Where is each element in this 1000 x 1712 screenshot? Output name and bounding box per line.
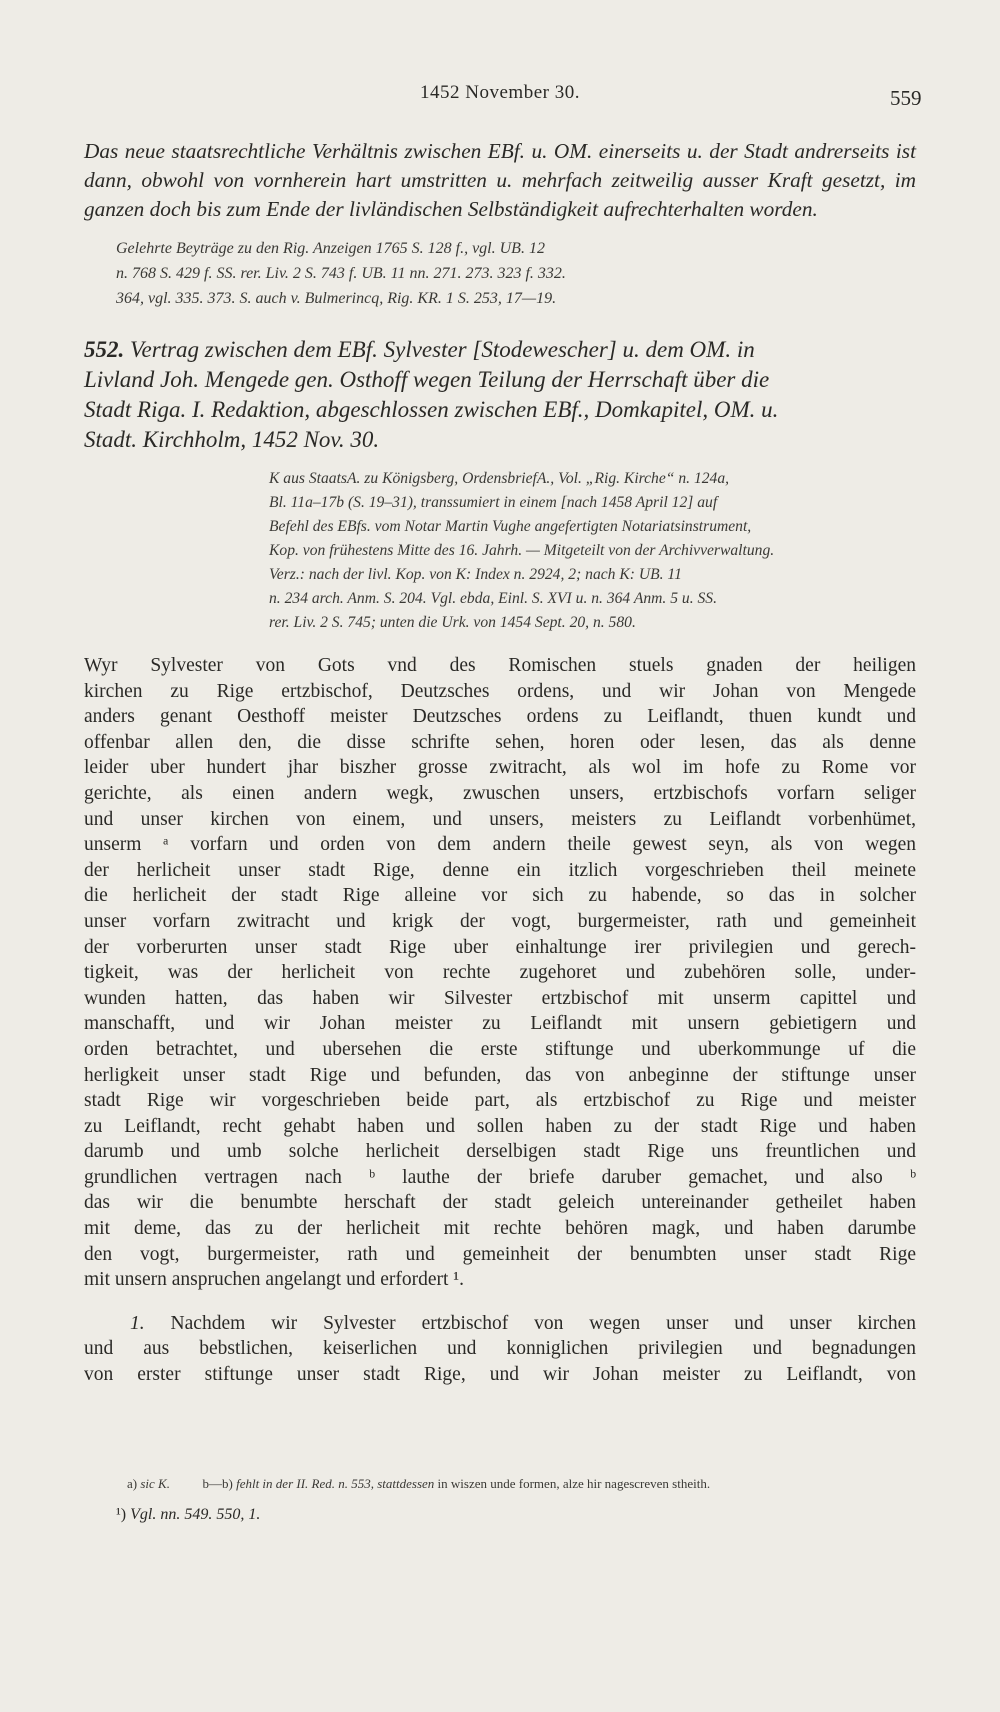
text-line: mit unsern anspruchen angelangt und erfordert ¹. xyxy=(84,1269,465,1291)
text-line: mit deme, das zu der herlicheit mit rechte behören magk, und haben darumbe xyxy=(84,1218,916,1240)
footnote-text: Vgl. nn. 549. 550, 1. xyxy=(130,1506,261,1523)
source-line: rer. Liv. 2 S. 745; unten die Urk. von 1454 Sept. 20, n. 580. xyxy=(269,614,636,631)
source-line: n. 768 S. 429 f. SS. rer. Liv. 2 S. 743 f. UB. 11 nn. 271. 273. 323 f. 332. xyxy=(116,265,566,282)
source-line: n. 234 arch. Anm. S. 204. Vgl. ebda, Einl. S. XVI u. n. 364 Anm. 5 u. SS. xyxy=(269,590,718,607)
text-line: stadt Rige wir vorgeschrieben beide part, als ertzbischof zu Rige und meister xyxy=(84,1090,916,1112)
section-1 xyxy=(84,1311,916,1388)
source-line: Gelehrte Beyträge zu den Rig. Anzeigen 1765 S. 128 f., vgl. UB. 12 xyxy=(116,240,545,257)
text-line: offenbar allen den, die disse schrifte sehen, horen oder lesen, das als denne xyxy=(84,731,916,753)
text-line: der herlicheit unser stadt Rige, denne ein itzlich vorgeschrieben theil meinete xyxy=(84,859,916,881)
document-heading xyxy=(84,335,916,455)
text-line: zu Leiflandt, recht gehabt haben und sollen haben zu der stadt Rige und haben xyxy=(84,1115,916,1137)
footnote-mark: ¹) xyxy=(116,1506,127,1523)
text-line: unserm ᵃ vorfarn und orden von dem andern theile gewest seyn, als von wegen xyxy=(84,834,916,856)
text-line: manschafft, und wir Johan meister zu Leiflandt mit unsern gebietigern und xyxy=(84,1013,916,1035)
text-line: den vogt, burgermeister, rath und gemeinheit der benumbten unser stadt Rige xyxy=(84,1243,916,1265)
note-b-quote: in wiszen unde formen, alze hir nagescreven stheith. xyxy=(437,1476,711,1491)
text-line: kirchen zu Rige ertzbischof, Deutzsches ordens, und wir Johan von Mengede xyxy=(84,680,916,702)
note-a-text: sic K. xyxy=(140,1476,170,1491)
page-number: 559 xyxy=(890,86,922,110)
text-line: grundlichen vertragen nach ᵇ lauthe der briefe daruber gemachet, und also ᵇ xyxy=(84,1166,916,1188)
text-line: Wyr Sylvester von Gots vnd des Romischen stuels gnaden der heiligen xyxy=(84,655,916,676)
note-b-text: fehlt in der II. Red. n. 553, stattdessen xyxy=(236,1476,435,1491)
main-content xyxy=(84,137,916,1388)
text-line: und unser kirchen von einem, und unsers, meisters zu Leiflandt vorbenhümet, xyxy=(84,808,916,830)
text-line: darumb und umb solche herlicheit derselbigen stadt Rige uns freuntlichen und xyxy=(84,1141,916,1163)
document-number: 552. xyxy=(84,337,125,362)
textual-notes xyxy=(127,1476,710,1492)
text-line: die herlicheit der stadt Rige alleine vor sich zu habende, so das in solcher xyxy=(84,885,916,907)
text-line: unser vorfarn zwitracht und krigk der vogt, burgermeister, rath und gemeinheit xyxy=(84,910,916,932)
text-line: wunden hatten, das haben wir Silvester ertzbischof mit unserm capittel und xyxy=(84,987,916,1009)
note-a-mark: a) xyxy=(127,1476,138,1491)
text-line: herligkeit unser stadt Rige und befunden, das von anbeginne der stiftunge unser xyxy=(84,1064,916,1086)
source-line: Befehl des EBfs. vom Notar Martin Vughe angefertigten Notariatsinstrument, xyxy=(269,518,752,535)
text-line: der vorberurten unser stadt Rige uber einhaltunge irer privilegien und gerech- xyxy=(84,936,916,958)
heading-line: 552. Vertrag zwischen dem EBf. Sylvester [Stodewescher] u. dem OM. in xyxy=(84,337,755,362)
source-line: Verz.: nach der livl. Kop. von K: Index n. 2924, 2; nach K: UB. 11 xyxy=(269,566,682,583)
heading-line: Livland Joh. Mengede gen. Osthoff wegen Teilung der Herrschaft über die xyxy=(84,367,770,392)
section-number: 1. xyxy=(130,1312,145,1334)
document-source-note xyxy=(84,467,916,635)
intro-source-note xyxy=(84,236,916,311)
note-b-mark: b—b) xyxy=(202,1476,233,1491)
text-line: und aus bebstlichen, keiserlichen und konniglichen privilegien und begnadungen xyxy=(84,1338,916,1360)
source-line: K aus StaatsA. zu Königsberg, OrdensbriefA., Vol. „Rig. Kirche“ n. 124a, xyxy=(269,470,730,487)
heading-line: Stadt. Kirchholm, 1452 Nov. 30. xyxy=(84,427,380,452)
text-paragraph xyxy=(84,653,916,1293)
heading-line: Stadt Riga. I. Redaktion, abgeschlossen zwischen EBf., Domkapitel, OM. u. xyxy=(84,397,779,422)
source-line: 364, vgl. 335. 373. S. auch v. Bulmerincq, Rig. KR. 1 S. 253, 17—19. xyxy=(116,290,557,307)
text-line: leider uber hundert jhar biszher grosse zwitracht, als wol im hofe zu Rome vor xyxy=(84,757,916,779)
source-line: Kop. von frühestens Mitte des 16. Jahrh. — Mitgeteilt von der Archivverwaltung. xyxy=(269,542,775,559)
footnote-1 xyxy=(116,1506,260,1524)
text-line: 1. Nachdem wir Sylvester ertzbischof von wegen unser und unser kirchen xyxy=(130,1312,917,1334)
intro-paragraph: Das neue staatsrechtliche Verhältnis zwischen EBf. u. OM. einerseits u. der Stadt andrerseits ist dann, obwohl von vornherein hart umstritten u. mehrfach zeitweilig ausser Kraft gesetzt, im ganzen doch bis zum Ende der livländischen Selbständigkeit aufrechterhalten worden. xyxy=(84,139,916,221)
text-line: von erster stiftunge unser stadt Rige, und wir Johan meister zu Leiflandt, von xyxy=(84,1364,916,1386)
text-line: anders genant Oesthoff meister Deutzsches ordens zu Leiflandt, thuen kundt und xyxy=(84,706,916,728)
text-line: orden betrachtet, und ubersehen die erste stiftunge und uberkommunge uf die xyxy=(84,1038,916,1060)
document-entry xyxy=(84,335,916,635)
source-line: Bl. 11a–17b (S. 19–31), transsumiert in einem [nach 1458 April 12] auf xyxy=(269,494,718,511)
document-text xyxy=(84,653,916,1388)
intro-section xyxy=(84,137,916,311)
running-title: 1452 November 30. xyxy=(420,82,580,103)
text-line: tigkeit, was der herlicheit von rechte zugehoret und zubehören solle, under- xyxy=(84,962,916,984)
text-line: gerichte, als einen andern wegk, zwuschen unsers, ertzbischofs vorfarn seliger xyxy=(84,782,916,804)
text-line: das wir die benumbte herschaft der stadt geleich untereinander getheilet haben xyxy=(84,1192,916,1214)
